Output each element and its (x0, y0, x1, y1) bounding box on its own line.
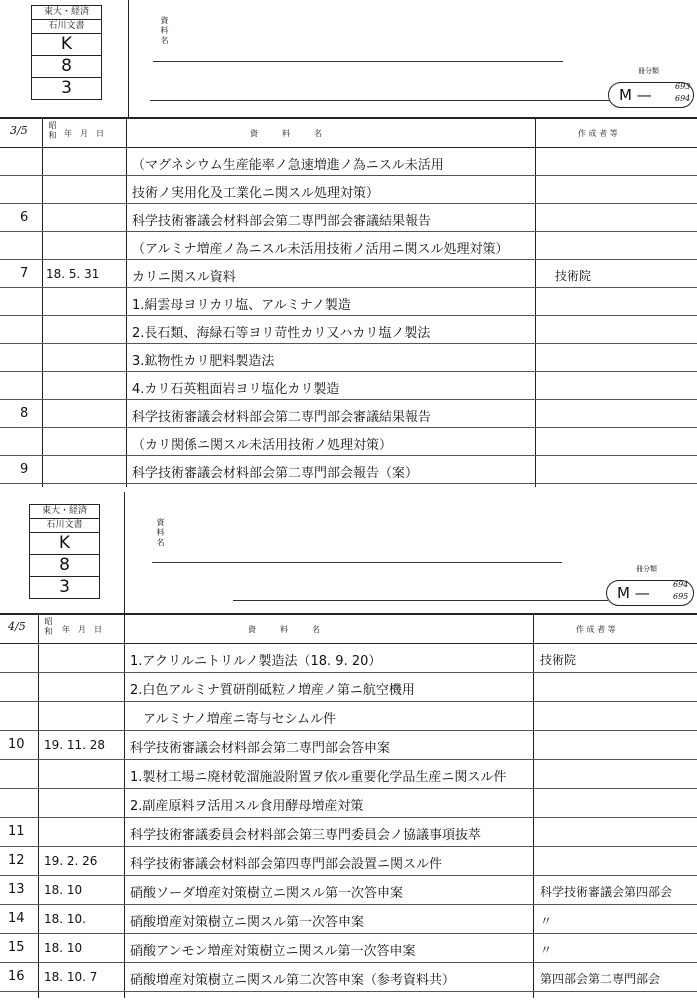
row-material-title: 科学技術審議会材料部会第二専門部会審議結果報告 (132, 410, 432, 425)
row-material-title: 1.絹雲母ヨリカリ塩、アルミナノ製造 (132, 298, 351, 313)
row-date: 18. 10 (44, 883, 83, 897)
row-divider (0, 287, 697, 288)
row-date: 18. 10. (44, 912, 86, 926)
row-number: 8 (20, 406, 29, 421)
class-prefix: M — (617, 584, 650, 602)
archive-stamp (29, 504, 100, 599)
stamp-line2: 石川文書 (30, 519, 99, 533)
row-author: 〃 (540, 943, 553, 957)
stamp-k: K (30, 533, 99, 555)
row-divider (0, 875, 697, 876)
row-divider (0, 730, 697, 731)
row-divider (0, 427, 697, 428)
class-number-1: 693 (675, 82, 691, 91)
row-material-title: 硝酸増産対策樹立ニ関スル第二次答申案（参考資料共） (130, 973, 456, 988)
row-material-title: 科学技術審議委員会材料部会第三専門委員会ノ協議事項抜萃 (130, 828, 482, 843)
stamp-line2: 石川文書 (32, 20, 101, 34)
row-divider (0, 455, 697, 456)
row-material-title: 2.白色アルミナ質研削砥粒ノ増産ノ第ニ航空機用 (130, 683, 415, 698)
row-number: 13 (8, 882, 25, 897)
row-number: 11 (8, 824, 25, 839)
row-material-title: 2.長石類、海緑石等ヨリ苛性カリ又ハカリ塩ノ製法 (132, 326, 431, 341)
class-number-1: 694 (673, 580, 689, 589)
stamp-8: 8 (32, 56, 101, 78)
row-material-title: 科学技術審議会材料部会第二専門部会答申案 (130, 741, 391, 756)
classification-box (606, 580, 694, 606)
row-author: 技術院 (555, 269, 592, 283)
stamp-line1: 東大・経済 (32, 6, 101, 20)
row-divider (0, 817, 697, 818)
date-mark: 4/5 (8, 620, 26, 633)
class-label: 冊分類 (636, 565, 657, 573)
col-material-header: 資 料 名 (248, 625, 320, 634)
class-prefix: M — (619, 86, 652, 104)
row-author: 第四部会第二専門部会 (540, 972, 661, 986)
row-material-title: 硝酸アンモン増産対策樹立ニ関スル第一次答申案 (130, 944, 416, 959)
class-number-2: 694 (675, 94, 691, 103)
archive-stamp (31, 5, 102, 100)
stamp-k: K (32, 34, 101, 56)
row-material-title: 科学技術審議会材料部会第二専門部会報告（案） (132, 466, 419, 481)
era-label: 昭 和 (44, 617, 53, 636)
row-date: 19. 2. 26 (44, 854, 98, 868)
row-divider (0, 759, 697, 760)
row-divider (0, 259, 697, 260)
row-material-title: （カリ関係ニ関スル未活用技術ノ処理対策） (132, 438, 393, 453)
material-label: 資 料 名 (160, 16, 169, 45)
row-divider (0, 203, 697, 204)
row-divider (0, 672, 697, 673)
row-material-title: 技術ノ実用化及工業化ニ関スル処理対策） (132, 186, 380, 201)
row-divider (0, 343, 697, 344)
date-mark: 3/5 (10, 124, 28, 137)
row-divider (0, 846, 697, 847)
class-label: 冊分類 (638, 67, 659, 75)
era-label: 昭 和 (48, 121, 57, 140)
row-divider (0, 933, 697, 934)
row-number: 10 (8, 737, 25, 752)
stamp-3: 3 (59, 577, 70, 597)
col-author-header: 作 成 者 等 (576, 625, 616, 634)
row-divider (0, 399, 697, 400)
row-divider (0, 788, 697, 789)
row-number: 6 (20, 210, 29, 225)
row-number: 14 (8, 911, 25, 926)
row-material-title: 硝酸増産対策樹立ニ関スル第一次答申案 (130, 915, 365, 930)
stamp-line1: 東大・経済 (30, 505, 99, 519)
row-material-title: 1.製材工場ニ廃材乾溜施設附置ヲ依ル重要化学品生産ニ関スル件 (130, 770, 507, 785)
col-author-header: 作 成 者 等 (578, 129, 618, 138)
row-author: 技術院 (540, 653, 577, 667)
row-author: 〃 (540, 914, 553, 928)
row-divider (0, 315, 697, 316)
row-date: 18. 5. 31 (46, 267, 100, 281)
row-divider (0, 991, 697, 992)
row-material-title: 硝酸ソーダ増産対策樹立ニ関スル第一次答申案 (130, 886, 404, 901)
row-number: 15 (8, 940, 25, 955)
row-number: 9 (20, 462, 29, 477)
row-material-title: 科学技術審議会材料部会第二専門部会審議結果報告 (132, 214, 432, 229)
row-divider (0, 904, 697, 905)
row-divider (0, 962, 697, 963)
row-divider (0, 701, 697, 702)
row-divider (0, 483, 697, 484)
stamp-3: 3 (61, 78, 72, 98)
row-material-title: 1.アクリルニトリルノ製造法（18. 9. 20） (130, 654, 382, 669)
row-number: 16 (8, 969, 25, 984)
classification-box (608, 82, 694, 108)
row-number: 12 (8, 853, 25, 868)
col-date-header: 年 月 日 (62, 625, 102, 634)
class-number-2: 695 (673, 592, 689, 601)
row-material-title: 4.カリ石英粗面岩ヨリ塩化カリ製造 (132, 382, 340, 397)
row-material-title: カリニ関スル資料 (132, 270, 236, 285)
row-date: 19. 11. 28 (44, 738, 106, 752)
col-material-header: 資 料 名 (250, 129, 322, 138)
row-number: 7 (20, 266, 29, 281)
row-author: 科学技術審議会第四部会 (540, 885, 673, 899)
row-material-title: 2.副産原料ヲ活用スル食用酵母増産対策 (130, 799, 364, 814)
row-divider (0, 175, 697, 176)
material-label: 資 料 名 (156, 518, 165, 547)
row-date: 18. 10. 7 (44, 970, 98, 984)
row-divider (0, 371, 697, 372)
row-material-title: 3.鉱物性カリ肥料製造法 (132, 354, 275, 369)
row-date: 18. 10 (44, 941, 83, 955)
row-material-title: （マグネシウム生産能率ノ急速増進ノ為ニスル未活用 (132, 158, 444, 173)
col-date-header: 年 月 日 (64, 129, 104, 138)
row-material-title: （アルミナ増産ノ為ニスル未活用技術ノ活用ニ関スル処理対策） (132, 242, 509, 257)
row-divider (0, 231, 697, 232)
stamp-8: 8 (30, 555, 99, 577)
row-material-title: 科学技術審議会材料部会第四専門部会設置ニ関スル件 (130, 857, 443, 872)
row-material-title: アルミナノ増産ニ寄与セシムル件 (130, 712, 337, 727)
